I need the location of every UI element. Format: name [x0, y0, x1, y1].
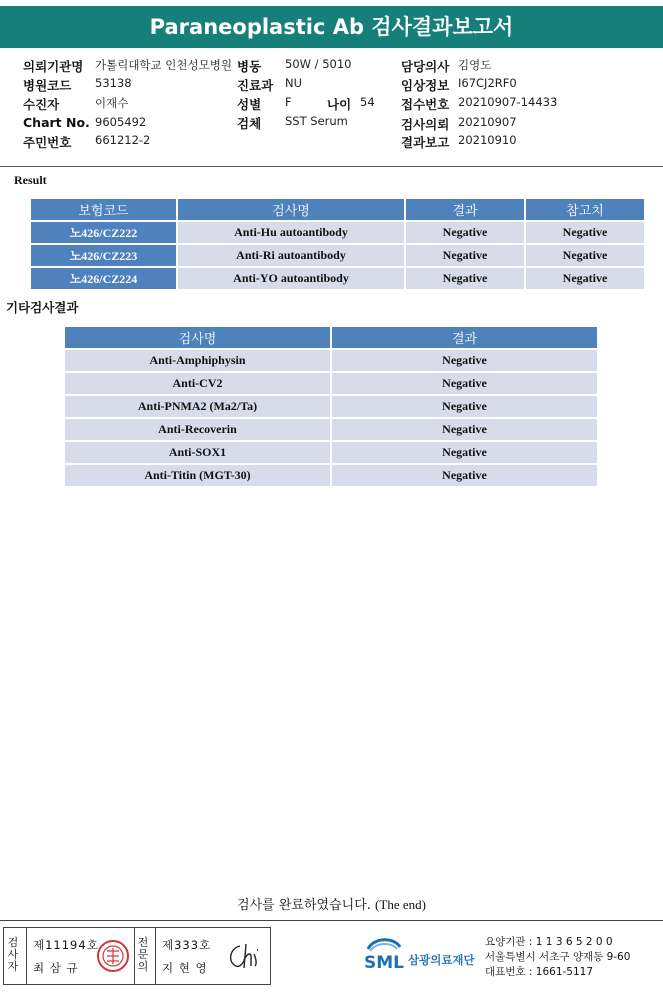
examinee-value: 이재수: [95, 96, 129, 110]
physician-label: [137, 937, 149, 973]
other-results-label: 기타검사결과: [6, 300, 79, 315]
test-name-cell: Anti-YO autoantibody: [178, 268, 404, 289]
table-row: [65, 350, 597, 371]
table-row: [31, 222, 644, 243]
table-row: [65, 442, 597, 463]
reference-cell: Negative: [526, 245, 644, 266]
company-address: 서울특별시 서초구 양재동 9-60: [485, 951, 631, 963]
result-cell: Negative: [332, 350, 597, 371]
divider: [26, 928, 27, 984]
test-name-cell: Anti-Ri autoantibody: [178, 245, 404, 266]
other-results-table: [63, 325, 599, 488]
test-name-cell: Anti-Hu autoantibody: [178, 222, 404, 243]
end-notice: [0, 894, 663, 913]
examiner-label: [7, 937, 19, 973]
hospital-code-label: 병원코드: [23, 78, 72, 93]
result-cell: Negative: [332, 396, 597, 417]
sml-logo-icon: [364, 935, 484, 975]
request-date-value: 20210907: [458, 115, 517, 129]
signature-box: [3, 927, 271, 985]
specimen-value: SST Serum: [285, 114, 348, 128]
specimen-label: 검체: [237, 116, 262, 131]
receipt-no-value: 20210907-14433: [458, 95, 558, 109]
company-name: 삼광의료재단: [408, 953, 475, 967]
test-name-cell: Anti-Amphiphysin: [65, 350, 330, 371]
doctor-label: 담당의사: [401, 59, 450, 74]
department-value: NU: [285, 76, 303, 90]
header-test-name: 검사명: [178, 199, 404, 220]
report-date-value: 20210910: [458, 133, 517, 147]
examinee-label: 수진자: [23, 97, 60, 112]
label-char: 전: [137, 936, 149, 949]
test-name-cell: Anti-PNMA2 (Ma2/Ta): [65, 396, 330, 417]
sex-value: F: [285, 95, 292, 109]
result-table-header: [31, 199, 644, 220]
resident-no-label: 주민번호: [23, 135, 72, 150]
sex-label: 성별: [237, 97, 262, 112]
other-table-header: [65, 327, 597, 348]
company-contact: [485, 935, 630, 980]
examiner-name: 최 삼 규: [33, 961, 79, 975]
resident-no-value: 661212-2: [95, 133, 151, 147]
label-char: 문: [137, 948, 149, 961]
table-row: [65, 419, 597, 440]
clinical-info-value: I67CJ2RF0: [458, 76, 517, 90]
receipt-no-label: 접수번호: [401, 97, 450, 112]
institution-value: 가톨릭대학교 인천성모병원: [95, 58, 232, 72]
test-name-cell: Anti-Recoverin: [65, 419, 330, 440]
ward-label: 병동: [237, 59, 262, 74]
table-row: [65, 373, 597, 394]
reference-cell: Negative: [526, 222, 644, 243]
age-label: 나이: [327, 97, 352, 112]
result-cell: Negative: [332, 373, 597, 394]
label-char: 사: [7, 948, 19, 961]
insurance-code-cell: 노426/CZ223: [31, 245, 176, 266]
ward-value: 50W / 5010: [285, 57, 352, 71]
chart-no-value: 9605492: [95, 115, 147, 129]
table-row: [65, 465, 597, 486]
doctor-value: 김영도: [458, 58, 492, 72]
company-logo: [364, 935, 484, 979]
result-cell: Negative: [406, 222, 524, 243]
examiner-label-text: [7, 937, 19, 973]
patient-info-panel: [0, 48, 663, 167]
label-char: 의: [137, 960, 149, 973]
report-title: Paraneoplastic Ab 검사결과보고서: [0, 6, 663, 48]
end-notice-korean: 검사를 완료하였습니다.: [237, 898, 371, 913]
examiner-license: 제11194호: [33, 938, 99, 952]
reference-cell: Negative: [526, 268, 644, 289]
chart-no-label: Chart No.: [23, 115, 90, 130]
department-label: 진료과: [237, 78, 274, 93]
table-row: [31, 268, 644, 289]
header-result: 결과: [332, 327, 597, 348]
physician-label-text: [137, 937, 149, 973]
header-reference: 참고치: [526, 199, 644, 220]
result-cell: Negative: [332, 442, 597, 463]
label-char: 검: [7, 936, 19, 949]
test-name-cell: Anti-CV2: [65, 373, 330, 394]
physician-license: 제333호: [162, 938, 212, 952]
result-cell: Negative: [406, 268, 524, 289]
institution-label: 의뢰기관명: [23, 59, 84, 74]
label-char: 자: [7, 960, 19, 973]
result-table: [29, 197, 646, 291]
table-row: [65, 396, 597, 417]
result-cell: Negative: [332, 465, 597, 486]
care-code: 요양기관 : 1 1 3 6 5 2 0 0: [485, 936, 613, 948]
physician-name: 지 현 영: [162, 961, 208, 975]
insurance-code-cell: 노426/CZ222: [31, 222, 176, 243]
age-value: 54: [360, 95, 375, 109]
clinical-info-label: 임상정보: [401, 78, 450, 93]
table-row: [31, 245, 644, 266]
end-notice-english: (The end): [375, 897, 426, 912]
result-section-label: Result: [14, 173, 47, 187]
header-test-name: 검사명: [65, 327, 330, 348]
header-insurance-code: 보험코드: [31, 199, 176, 220]
report-date-label: 결과보고: [401, 135, 450, 150]
company-phone: 대표번호 : 1661-5117: [485, 966, 594, 978]
result-cell: Negative: [406, 245, 524, 266]
hospital-code-value: 53138: [95, 76, 132, 90]
header-result: 결과: [406, 199, 524, 220]
logo-text: SML: [364, 953, 404, 973]
footer-divider: [0, 920, 663, 921]
seal-stamp-icon: [96, 939, 130, 973]
handwritten-signature-icon: [224, 940, 264, 972]
divider: [155, 928, 156, 984]
insurance-code-cell: 노426/CZ224: [31, 268, 176, 289]
test-name-cell: Anti-Titin (MGT-30): [65, 465, 330, 486]
divider: [134, 928, 135, 984]
test-name-cell: Anti-SOX1: [65, 442, 330, 463]
result-cell: Negative: [332, 419, 597, 440]
request-date-label: 검사의뢰: [401, 117, 450, 132]
